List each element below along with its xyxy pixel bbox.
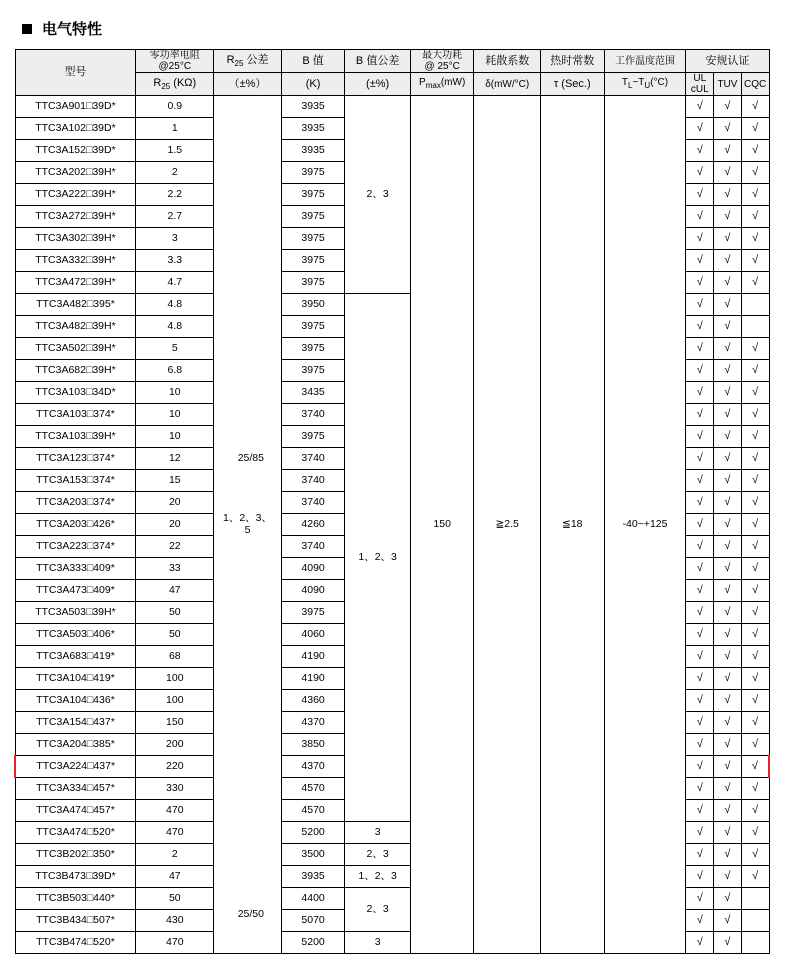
cell-b-value: 3950 [281,294,345,316]
cell-cert-cqc: √ [741,184,769,206]
cell-part-no: TTC3A103□34D* [15,382,136,404]
cell-r25: 2 [136,844,214,866]
b-range-label-25-85: 25/85 [237,452,264,464]
cell-cert-tuv: √ [714,206,742,228]
cell-cert-ul: √ [686,756,714,778]
cell-cert-ul: √ [686,910,714,932]
cell-cert-cqc: √ [741,800,769,822]
cell-cert-ul: √ [686,162,714,184]
cell-r25: 100 [136,668,214,690]
cell-part-no: TTC3A503□406* [15,624,136,646]
header-row-1 [15,50,769,73]
cell-r25: 4.8 [136,294,214,316]
cell-cert-cqc: √ [741,778,769,800]
cell-part-no: TTC3A333□409* [15,558,136,580]
cell-cert-tuv: √ [714,250,742,272]
cell-b-value: 3975 [281,316,345,338]
table-header [15,50,769,96]
cell-cert-tuv: √ [714,184,742,206]
cell-part-no: TTC3A272□39H* [15,206,136,228]
cell-cert-tuv: √ [714,558,742,580]
cell-cert-cqc: √ [741,646,769,668]
cell-cert-ul: √ [686,492,714,514]
cell-cert-tuv: √ [714,514,742,536]
cell-b-value: 3975 [281,162,345,184]
cell-cert-cqc: √ [741,250,769,272]
cell-cert-tuv: √ [714,734,742,756]
cell-cert-tuv: √ [714,404,742,426]
col-header-part-no: 型号 [15,50,136,96]
cell-b-value: 4260 [281,514,345,536]
cell-part-no: TTC3A502□39H* [15,338,136,360]
cell-b-value: 3975 [281,206,345,228]
cell-cert-ul: √ [686,778,714,800]
cell-cert-ul: √ [686,338,714,360]
cell-cert-tuv: √ [714,228,742,250]
cell-b-value: 3740 [281,448,345,470]
cell-cert-cqc: √ [741,514,769,536]
cell-cert-ul: √ [686,668,714,690]
cell-part-no: TTC3A472□39H* [15,272,136,294]
cell-part-no: TTC3A482□395* [15,294,136,316]
cell-cert-cqc [741,932,769,954]
col-cert-ul: UL cUL [686,73,714,96]
cell-part-no: TTC3B434□507* [15,910,136,932]
cell-part-no: TTC3A103□39H* [15,426,136,448]
cell-b-value: 4360 [281,690,345,712]
cell-b-value: 4190 [281,646,345,668]
cell-part-no: TTC3A203□426* [15,514,136,536]
cell-r25: 470 [136,800,214,822]
cell-b-tolerance: 2、3 [345,844,411,866]
cell-cert-tuv: √ [714,822,742,844]
cell-part-no: TTC3A474□520* [15,822,136,844]
cell-cert-cqc [741,294,769,316]
col-header-temperature-range: 工作温度范围 [604,50,686,73]
cell-cert-ul: √ [686,294,714,316]
cell-cert-cqc: √ [741,272,769,294]
cell-cert-ul: √ [686,96,714,118]
cell-cert-tuv: √ [714,140,742,162]
cell-r25: 5 [136,338,214,360]
cell-cert-ul: √ [686,382,714,404]
cell-b-value: 5200 [281,822,345,844]
cell-part-no: TTC3A302□39H* [15,228,136,250]
col-header-b-tolerance: B 值公差 [345,50,411,73]
cell-part-no: TTC3A503□39H* [15,602,136,624]
cell-part-no: TTC3A203□374* [15,492,136,514]
col-header-b-value: B 值 [281,50,345,73]
cell-part-no: TTC3B202□350* [15,844,136,866]
cell-cert-tuv: √ [714,932,742,954]
cell-part-no: TTC3A152□39D* [15,140,136,162]
b-range-label-25-50: 25/50 [237,908,264,920]
cell-b-value: 4370 [281,756,345,778]
cell-r25: 6.8 [136,360,214,382]
cell-cert-cqc [741,888,769,910]
cell-cert-ul: √ [686,404,714,426]
cell-cert-cqc: √ [741,734,769,756]
cell-part-no: TTC3A103□374* [15,404,136,426]
cell-part-no: TTC3B503□440* [15,888,136,910]
col-header-pmax: 最大功耗 @ 25°C [410,50,474,73]
cell-cert-ul: √ [686,272,714,294]
cell-r25: 470 [136,932,214,954]
col-header-dissipation: 耗散系数 [474,50,541,73]
cell-temperature-range: -40~+125 [604,96,686,954]
cell-cert-tuv: √ [714,690,742,712]
cell-cert-ul: √ [686,228,714,250]
cell-cert-ul: √ [686,734,714,756]
cell-r25: 22 [136,536,214,558]
cell-r25: 2.2 [136,184,214,206]
cell-cert-ul: √ [686,866,714,888]
cell-b-value: 3975 [281,338,345,360]
cell-cert-tuv: √ [714,844,742,866]
cell-cert-cqc: √ [741,470,769,492]
cell-cert-ul: √ [686,316,714,338]
square-bullet-icon [22,24,32,34]
cell-r25: 33 [136,558,214,580]
cell-cert-cqc: √ [741,580,769,602]
cell-cert-ul: √ [686,514,714,536]
cell-r25: 1 [136,118,214,140]
cell-r25: 15 [136,470,214,492]
cell-r25: 3.3 [136,250,214,272]
cell-r25: 10 [136,404,214,426]
cell-r25: 470 [136,822,214,844]
cell-b-value: 3975 [281,360,345,382]
cell-part-no: TTC3A683□419* [15,646,136,668]
cell-b-tolerance: 1、2、3 [345,294,411,822]
cell-part-no: TTC3A482□39H* [15,316,136,338]
cell-b-tolerance: 1、2、3 [345,866,411,888]
cell-cert-ul: √ [686,932,714,954]
cell-b-value: 5070 [281,910,345,932]
cell-b-value: 4370 [281,712,345,734]
col-header-thermal-time-constant: 热时常数 [541,50,605,73]
cell-cert-tuv: √ [714,712,742,734]
cell-cert-ul: √ [686,646,714,668]
cell-r25: 68 [136,646,214,668]
cell-cert-tuv: √ [714,800,742,822]
cell-b-tolerance: 3 [345,932,411,954]
cell-r25: 47 [136,580,214,602]
cell-cert-tuv: √ [714,338,742,360]
col-unit-r25: $R_{25}$ (KΩ) [136,73,214,96]
cell-r25: 20 [136,492,214,514]
cell-r25: 220 [136,756,214,778]
cell-cert-cqc: √ [741,448,769,470]
cell-cert-ul: √ [686,712,714,734]
col-cert-cqc: CQC [741,73,769,96]
cell-cert-ul: √ [686,822,714,844]
cell-cert-tuv: √ [714,96,742,118]
cell-cert-ul: √ [686,888,714,910]
col-unit-dissipation: δ(mW/°C) [474,73,541,96]
cell-cert-tuv: √ [714,778,742,800]
cell-part-no: TTC3A901□39D* [15,96,136,118]
cell-part-no: TTC3A102□39D* [15,118,136,140]
cell-cert-tuv: √ [714,580,742,602]
cell-cert-cqc: √ [741,624,769,646]
cell-cert-cqc: √ [741,228,769,250]
cell-cert-cqc: √ [741,118,769,140]
col-unit-thermal-time-constant: τ (Sec.) [541,73,605,96]
cell-r25: 12 [136,448,214,470]
cell-cert-ul: √ [686,448,714,470]
cell-thermal-time-constant: ≦18 [541,96,605,954]
cell-dissipation: ≧2.5 [474,96,541,954]
cell-part-no: TTC3B473□39D* [15,866,136,888]
cell-cert-tuv: √ [714,382,742,404]
cell-cert-ul: √ [686,470,714,492]
cell-b-value: 3975 [281,250,345,272]
cell-b-value: 3975 [281,602,345,624]
cell-cert-tuv: √ [714,624,742,646]
cell-b-value: 3935 [281,140,345,162]
cell-r25: 2 [136,162,214,184]
cell-part-no: TTC3A473□409* [15,580,136,602]
electrical-characteristics-table [14,49,770,954]
cell-b-value: 3850 [281,734,345,756]
cell-cert-ul: √ [686,690,714,712]
col-unit-b-value: (K) [281,73,345,96]
col-unit-r25-tolerance: （±%） [214,73,282,96]
cell-part-no: TTC3A334□457* [15,778,136,800]
col-unit-temperature-range: $T_L\sim T_U(^\circ C)$ [604,73,686,96]
cell-cert-ul: √ [686,250,714,272]
cell-cert-tuv: √ [714,118,742,140]
cell-b-value: 3975 [281,184,345,206]
cell-cert-tuv: √ [714,360,742,382]
cell-part-no: TTC3A202□39H* [15,162,136,184]
cell-cert-ul: √ [686,844,714,866]
cell-cert-cqc: √ [741,756,769,778]
cell-b-value: 3740 [281,492,345,514]
cell-part-no: TTC3B474□520* [15,932,136,954]
cell-r25: 2.7 [136,206,214,228]
cell-part-no: TTC3A474□457* [15,800,136,822]
cell-cert-cqc: √ [741,140,769,162]
cell-b-tolerance: 2、3 [345,888,411,932]
cell-r25: 100 [136,690,214,712]
cell-b-value: 3740 [281,470,345,492]
cell-cert-ul: √ [686,184,714,206]
col-header-certification: 安规认证 [686,50,769,73]
cell-r25: 330 [136,778,214,800]
cell-r25: 50 [136,602,214,624]
cell-pmax: 150 [410,96,474,954]
table-body [15,96,769,954]
cell-cert-cqc: √ [741,382,769,404]
cell-cert-tuv: √ [714,272,742,294]
cell-cert-tuv: √ [714,162,742,184]
col-cert-tuv: TUV [714,73,742,96]
cell-b-value: 3435 [281,382,345,404]
cell-cert-cqc: √ [741,162,769,184]
cell-cert-cqc: √ [741,404,769,426]
cell-part-no: TTC3A104□436* [15,690,136,712]
cell-b-value: 3975 [281,228,345,250]
cell-cert-cqc: √ [741,558,769,580]
cell-cert-ul: √ [686,206,714,228]
cell-cert-cqc: √ [741,360,769,382]
cell-cert-cqc: √ [741,426,769,448]
cell-b-value: 4060 [281,624,345,646]
cell-cert-tuv: √ [714,448,742,470]
cell-cert-tuv: √ [714,668,742,690]
cell-cert-tuv: √ [714,492,742,514]
cell-b-value: 3740 [281,404,345,426]
cell-cert-ul: √ [686,536,714,558]
cell-cert-tuv: √ [714,910,742,932]
cell-r25: 10 [136,382,214,404]
cell-cert-tuv: √ [714,888,742,910]
cell-part-no: TTC3A223□374* [15,536,136,558]
col-header-r25-tolerance: $R_{25}$ 公差 [214,50,282,73]
cell-b-value: 3975 [281,426,345,448]
cell-b-tolerance: 3 [345,822,411,844]
cell-cert-ul: √ [686,140,714,162]
cell-r25: 1.5 [136,140,214,162]
cell-cert-ul: √ [686,580,714,602]
cell-r25: 10 [136,426,214,448]
cell-cert-cqc: √ [741,536,769,558]
cell-r25: 20 [136,514,214,536]
cell-cert-ul: √ [686,426,714,448]
cell-cert-cqc [741,910,769,932]
cell-part-no: TTC3A104□419* [15,668,136,690]
cell-cert-tuv: √ [714,470,742,492]
cell-cert-cqc: √ [741,866,769,888]
cell-b-value: 4570 [281,800,345,822]
cell-b-value: 3935 [281,866,345,888]
cell-cert-cqc: √ [741,822,769,844]
col-unit-pmax: $P_{max}(mW)$ [410,73,474,96]
cell-cert-cqc: √ [741,602,769,624]
cell-cert-cqc: √ [741,690,769,712]
cell-r25: 47 [136,866,214,888]
cell-r25: 150 [136,712,214,734]
cell-cert-cqc [741,316,769,338]
cell-cert-tuv: √ [714,866,742,888]
cell-cert-ul: √ [686,118,714,140]
cell-part-no: TTC3A222□39H* [15,184,136,206]
cell-cert-cqc: √ [741,492,769,514]
cell-cert-cqc: √ [741,668,769,690]
cell-part-no: TTC3A224□437* [15,756,136,778]
table-row [15,96,769,118]
cell-cert-cqc: √ [741,206,769,228]
cell-r25: 50 [136,888,214,910]
cell-cert-cqc: √ [741,338,769,360]
cell-cert-ul: √ [686,624,714,646]
section-title-text: 电气特性 [42,21,103,38]
cell-cert-tuv: √ [714,316,742,338]
cell-part-no: TTC3A204□385* [15,734,136,756]
cell-b-value: 4090 [281,558,345,580]
cell-r25: 430 [136,910,214,932]
cell-r25: 50 [136,624,214,646]
cell-b-value: 4090 [281,580,345,602]
cell-b-value: 3740 [281,536,345,558]
cell-cert-tuv: √ [714,294,742,316]
cell-cert-tuv: √ [714,602,742,624]
cell-part-no: TTC3A332□39H* [15,250,136,272]
cell-b-tolerance: 2、3 [345,96,411,294]
cell-b-value: 3975 [281,272,345,294]
cell-cert-cqc: √ [741,96,769,118]
cell-cert-tuv: √ [714,756,742,778]
cell-b-value: 3935 25/85 [281,96,345,118]
cell-cert-cqc: √ [741,844,769,866]
cell-cert-tuv: √ [714,536,742,558]
cell-part-no: TTC3A123□374* [15,448,136,470]
cell-cert-cqc: √ [741,712,769,734]
cell-part-no: TTC3A682□39H* [15,360,136,382]
cell-r25: 4.8 [136,316,214,338]
section-heading [22,18,771,39]
cell-cert-ul: √ [686,602,714,624]
col-header-r25: 零功率电阻 @25°C [136,50,214,73]
cell-cert-ul: √ [686,558,714,580]
cell-b-value: 3500 [281,844,345,866]
cell-b-value: 4400 25/50 [281,888,345,910]
cell-b-value: 4570 [281,778,345,800]
cell-cert-tuv: √ [714,646,742,668]
cell-r25: 200 [136,734,214,756]
cell-r25: 4.7 [136,272,214,294]
cell-r25-tolerance: 1、2、3、 5 [214,96,282,954]
cell-b-value: 4190 [281,668,345,690]
cell-part-no: TTC3A153□374* [15,470,136,492]
cell-cert-ul: √ [686,360,714,382]
cell-cert-tuv: √ [714,426,742,448]
cell-r25: 3 [136,228,214,250]
cell-cert-ul: √ [686,800,714,822]
col-unit-b-tolerance: (±%) [345,73,411,96]
cell-b-value: 5200 [281,932,345,954]
cell-b-value: 3935 [281,118,345,140]
cell-r25: 0.9 [136,96,214,118]
cell-part-no: TTC3A154□437* [15,712,136,734]
